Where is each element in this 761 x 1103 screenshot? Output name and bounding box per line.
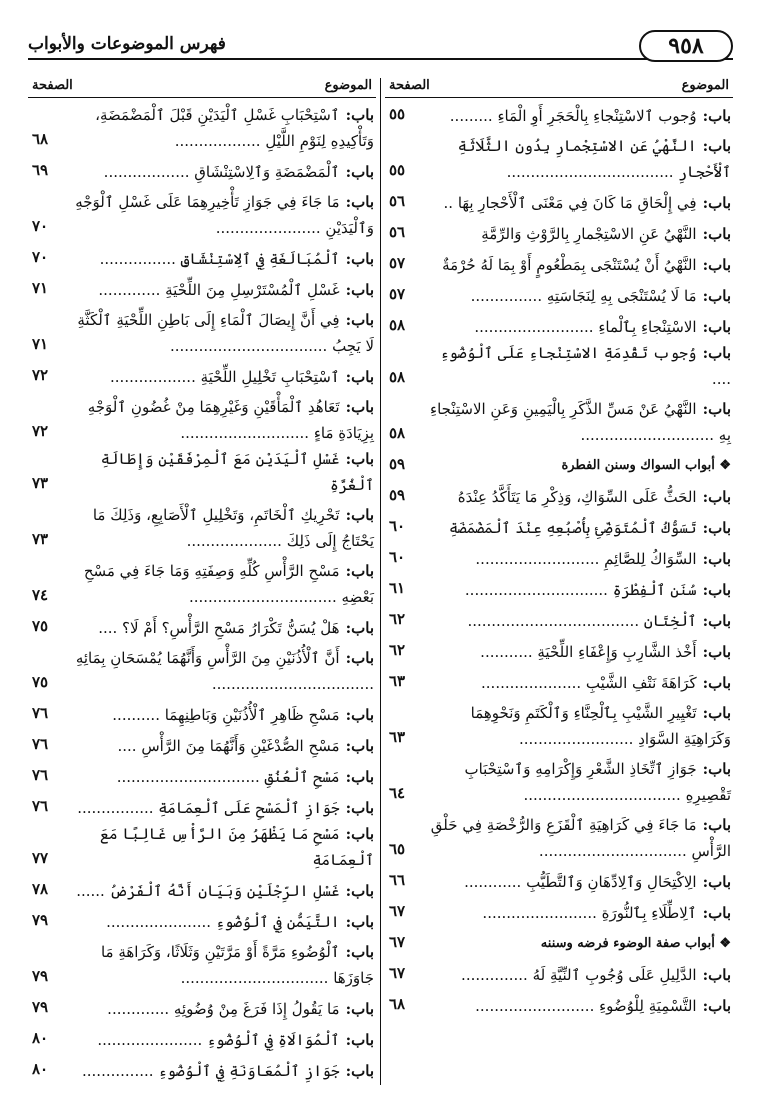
index-entry	[385, 665, 733, 696]
index-entry	[28, 185, 376, 241]
index-entry	[385, 957, 733, 988]
entry-prefix: باب:	[702, 643, 731, 661]
index-entry	[385, 216, 733, 247]
entry-title: النَّهْيُ عَنْ مَسِّ الذَّكَرِ بِالْيَمِينِ وَعَنِ الاسْتِنْجاءِ بِهِ ............................	[430, 400, 731, 444]
index-entry	[385, 479, 733, 510]
index-entry	[28, 728, 376, 759]
entry-topic	[72, 307, 376, 359]
index-entry	[385, 309, 733, 340]
entry-title: ❖ أبواب السواك وسنن الفطرة	[561, 458, 731, 473]
entry-page-number: ٧٦	[32, 704, 49, 722]
column-header	[385, 78, 733, 98]
entry-title: كَرَاهَةَ نَتْفِ الشَّيْبِ .....................	[481, 674, 697, 692]
index-entry	[28, 390, 376, 446]
entry-page-number: ٧٣	[32, 530, 49, 548]
entry-title: مَسْحِ ظَاهِرِ ٱلْأُذُنَيْنِ وَبَاطِنِهِمَا ..........	[112, 706, 340, 724]
entry-title: أَخْذ الشَّارِبِ وَإِعْفَاءِ اللِّحْيَةِ ...........	[480, 643, 697, 661]
entry-page-number: ٧٢	[32, 366, 49, 384]
index-entry	[28, 873, 376, 904]
entry-prefix: باب:	[345, 311, 374, 329]
entry-topic	[429, 900, 733, 926]
entry-prefix: باب:	[345, 882, 374, 900]
index-entry	[385, 808, 733, 864]
entry-topic	[429, 869, 733, 895]
entry-title: هَلْ يُسَنُّ تَكْرَارُ مَسْحِ الرَّأْسِ؟ أَمْ لَا؟ ....	[98, 619, 340, 637]
entry-page-number: ٧٨	[32, 880, 49, 898]
entry-topic	[72, 733, 376, 759]
entry-page-number: ٧٢	[32, 422, 49, 440]
entry-page-number: ٧٦	[32, 797, 49, 815]
entry-prefix: باب:	[345, 619, 374, 637]
entry-page-number: ٧٣	[32, 474, 49, 492]
entry-topic	[429, 103, 733, 129]
index-entry	[28, 154, 376, 185]
entry-prefix: باب:	[702, 581, 731, 599]
entry-prefix: باب:	[345, 368, 374, 386]
entry-page-number: ٦٨	[32, 130, 49, 148]
entry-prefix: باب:	[345, 193, 374, 211]
index-entry	[28, 697, 376, 728]
entry-prefix: باب:	[345, 737, 374, 755]
column-divider	[380, 78, 381, 1085]
index-entry	[385, 696, 733, 752]
entry-prefix: باب:	[702, 344, 731, 362]
entry-topic	[72, 502, 376, 554]
page-header	[28, 26, 733, 66]
entry-title: النَّهْيُ عَنِ الاسْتِجْمارِ بِدُونِ الثَّلَاثَةِ ٱلْأَحْجارِ ...................................	[457, 137, 731, 181]
index-entry	[385, 895, 733, 926]
entry-page-number: ٦٠	[389, 548, 406, 566]
index-entry	[28, 935, 376, 991]
entry-title: النَّهْيُ أَنْ يُسْتَنْجَى بِمَطْعُومٍ أَوْ بِمَا لَهُ حُرْمَةٌ	[442, 256, 697, 274]
entry-title: ❖ أبواب صفة الوضوء فرضه وسننه	[540, 936, 731, 951]
entry-prefix: باب:	[345, 562, 374, 580]
entry-topic	[72, 189, 376, 241]
entry-title: تَحْرِيكِ ٱلْخَاتَمِ، وَتَخْلِيلِ ٱلْأَصَابِعِ، وَذَلِكَ مَا يَحْتَاجُ إِلَى ذَلِكَ ....................	[92, 506, 374, 550]
entry-topic	[429, 962, 733, 988]
index-entry	[28, 272, 376, 303]
index-entry	[385, 572, 733, 603]
entry-title: فِي إِلْحَاقِ مَا كَانَ فِي مَعْنَى ٱلْأَحْجارِ بِهَا ..	[443, 194, 697, 212]
entry-title: جَوَازِ ٱتِّخَاذِ الشَّعْرِ وَإِكْرَامِهِ وَٱسْتِحْبَابِ تَقْصِيرِهِ .................................	[464, 760, 731, 804]
section-heading	[385, 926, 733, 957]
entry-prefix: باب:	[345, 943, 374, 961]
entry-title: مَا جَاءَ فِي جَوَازِ تَأْخِيرِهِمَا عَلَى غَسْلِ ٱلْوَجْهِ وَٱلْيَدَيْنِ ......................	[75, 193, 374, 237]
entry-topic	[429, 577, 733, 603]
entry-topic	[72, 702, 376, 728]
entry-page-number: ٧٩	[32, 998, 49, 1016]
index-column-left	[28, 78, 376, 1084]
index-entry	[385, 129, 733, 185]
entry-page-number: ٦٧	[389, 964, 406, 982]
index-entry	[28, 759, 376, 790]
index-entry	[28, 641, 376, 697]
entry-title: مَا يَقُولُ إِذَا فَرَغَ مِنْ وُضُوئِهِ .............	[107, 1000, 340, 1018]
entry-topic	[429, 639, 733, 665]
index-entry	[385, 247, 733, 278]
section-heading	[385, 448, 733, 479]
entry-page-number: ٥٧	[389, 254, 406, 272]
index-entry	[385, 185, 733, 216]
entry-page-number: ٨٠	[32, 1060, 49, 1078]
entry-prefix: باب:	[345, 450, 374, 468]
entry-prefix: باب:	[702, 904, 731, 922]
entry-topic	[429, 340, 733, 392]
entry-title: تَغْيِيرِ الشَّيْبِ بِٱلْحِنَّاءِ وَٱلْكَتَمِ وَنَحْوِهِمَا وَكَرَاهِيَةِ السَّوَادِ ........................	[470, 704, 731, 748]
index-entry	[28, 610, 376, 641]
entry-prefix: باب:	[702, 704, 731, 722]
entry-page-number: ٦٢	[389, 610, 406, 628]
page-column-label: الصفحة	[32, 78, 73, 93]
entry-title: ٱلْمُوَالَاةِ فِي ٱلْوُضُوءِ ......................	[97, 1031, 340, 1049]
entry-topic	[72, 102, 376, 154]
entry-page-number: ٧٩	[32, 967, 49, 985]
entry-prefix: باب:	[345, 649, 374, 667]
entry-title: فِي أَنَّ إِيصَالَ ٱلْمَاءِ إِلَى بَاطِنِ اللِّحْيَةِ ٱلْكَثَّةِ لَا يَجِبُ .................................	[77, 311, 374, 355]
entry-title: مَا جَاءَ فِي كَرَاهِيَةِ ٱلْقَزَعِ وَالرُّخْصَةِ فِي حَلْقِ الرَّأْسِ ...............................	[430, 816, 731, 860]
entry-title: وُجوب ٱلاسْتِنْجاءِ بِالْحَجَرِ أَوِ الْمَاءِ .........	[449, 107, 697, 125]
running-title: فهرس الموضوعات والأبواب	[28, 34, 226, 54]
entry-title: مَا لَا يُسْتَنْجَى بِهِ لِنَجَاسَتِهِ ...............	[470, 287, 697, 305]
entry-prefix: باب:	[702, 318, 731, 336]
entry-topic	[429, 812, 733, 864]
entry-topic	[429, 608, 733, 634]
entry-page-number: ٦٧	[389, 902, 406, 920]
index-entry	[28, 359, 376, 390]
entry-title: جَوَازِ ٱلْمَسْحِ عَلَى ٱلْعِمَامَةِ ................	[77, 799, 340, 817]
entry-prefix: باب:	[345, 706, 374, 724]
entry-prefix: باب:	[345, 106, 374, 124]
entry-topic	[429, 931, 733, 957]
entry-prefix: باب:	[345, 1062, 374, 1080]
entry-title: غَسْلِ الرِّجْلَيْنِ وَبَيَانِ أَنَّهُ ٱلْفَرْضُ ......	[76, 882, 340, 900]
entry-topic	[72, 277, 376, 303]
entry-topic	[429, 283, 733, 309]
index-entry	[28, 821, 376, 873]
entry-prefix: باب:	[345, 1031, 374, 1049]
entry-title: ٱسْتِحْبَابِ تَخْلِيلِ اللِّحْيَةِ ..................	[110, 368, 340, 386]
entry-page-number: ٧١	[32, 279, 49, 297]
header-rule	[28, 58, 733, 60]
entry-prefix: باب:	[702, 550, 731, 568]
index-entry	[28, 498, 376, 554]
entry-title: مَسْحِ الرَّأْسِ كُلِّهِ وَصِفَتِهِ وَمَا جَاءَ فِي مَسْحِ بَعْضِهِ ...............................	[83, 562, 374, 606]
index-entry	[385, 510, 733, 541]
entry-prefix: باب:	[702, 760, 731, 778]
entry-topic	[72, 558, 376, 610]
entry-prefix: باب:	[702, 194, 731, 212]
entry-topic	[429, 993, 733, 1019]
entry-topic	[72, 246, 376, 272]
entry-topic	[72, 615, 376, 641]
entry-title: النَّهْيُ عَنِ الاسْتِجْمارِ بِالرَّوْثِ وَالرِّمَّةِ	[481, 225, 697, 243]
index-entry	[385, 634, 733, 665]
entry-page-number: ٨٠	[32, 1029, 49, 1047]
entry-prefix: باب:	[702, 519, 731, 537]
index-entry	[28, 554, 376, 610]
entry-prefix: باب:	[702, 674, 731, 692]
index-entry	[385, 340, 733, 392]
entry-topic	[72, 878, 376, 904]
entry-prefix: باب:	[345, 250, 374, 268]
entry-title: مَسْحِ مَا يَظْهَرُ مِنَ الرَّأْسِ غَالِبًا مَعَ ٱلْعِمَامَةِ	[100, 825, 374, 869]
entry-topic	[72, 764, 376, 790]
index-column-right	[385, 78, 733, 1019]
index-entry	[385, 392, 733, 448]
entry-prefix: باب:	[702, 966, 731, 984]
entry-page-number: ٥٥	[389, 105, 406, 123]
index-entry	[28, 904, 376, 935]
entry-page-number: ٧٠	[32, 217, 49, 235]
index-entry	[385, 278, 733, 309]
entry-title: سُنَنِ ٱلْفِطْرَةِ ..............................	[464, 581, 697, 599]
entry-page-number: ٧٧	[32, 849, 49, 867]
entry-prefix: باب:	[702, 997, 731, 1015]
entry-page-number: ٦٦	[389, 871, 406, 889]
entry-prefix: باب:	[702, 256, 731, 274]
index-entry	[28, 303, 376, 359]
entry-topic	[429, 546, 733, 572]
entry-page-number: ٦٢	[389, 641, 406, 659]
entry-title: الاسْتِنْجاءِ بِٱلْماءِ .........................	[474, 318, 697, 336]
index-entry	[385, 988, 733, 1019]
entry-page-number: ٥٥	[389, 161, 406, 179]
entry-prefix: باب:	[345, 281, 374, 299]
entry-page-number: ٧٦	[32, 735, 49, 753]
entry-topic	[72, 394, 376, 446]
entry-title: ٱلْمُبَالَغَةِ فِي ٱلِاسْتِنْشَاقِ ................	[99, 250, 340, 268]
entry-prefix: باب:	[345, 799, 374, 817]
index-entry	[385, 98, 733, 129]
entry-topic	[72, 821, 376, 873]
entry-prefix: باب:	[702, 873, 731, 891]
entry-title: الحَثُّ عَلَى السِّوَاكِ، وَذِكْرِ مَا يَتَأَكَّدُ عِنْدَهُ	[457, 488, 697, 506]
entry-topic	[429, 252, 733, 278]
entry-prefix: باب:	[345, 768, 374, 786]
index-entry	[385, 864, 733, 895]
entry-topic	[72, 364, 376, 390]
entry-prefix: باب:	[702, 107, 731, 125]
entry-prefix: باب:	[345, 506, 374, 524]
entry-page-number: ٥٦	[389, 223, 406, 241]
index-entry	[385, 541, 733, 572]
entry-topic	[429, 756, 733, 808]
entry-title: ٱسْتِحْبَابِ غَسْلِ ٱلْيَدَيْنِ قَبْلَ ٱلْمَضْمَضَةِ، وَتَأْكِيدِهِ لِنَوْمِ اللَّيْلِ ..................	[95, 106, 374, 150]
entry-topic	[429, 453, 733, 479]
entry-topic	[72, 795, 376, 821]
entry-topic	[72, 939, 376, 991]
entry-title: التَّيَمُّنِ فِي ٱلْوُضُوءِ ......................	[106, 913, 340, 931]
entry-topic	[72, 1027, 376, 1053]
index-entry	[28, 1022, 376, 1053]
entry-prefix: باب:	[702, 225, 731, 243]
entry-topic	[429, 190, 733, 216]
entry-prefix: باب:	[345, 913, 374, 931]
entry-prefix: باب:	[345, 398, 374, 416]
entry-title: غَسْلِ ٱلْمُسْتَرْسِلِ مِنَ اللِّحْيَةِ .............	[98, 281, 340, 299]
entry-title: مَسْحِ الصُّدْغَيْنِ وَأَنَّهُمَا مِنَ الرَّأْسِ ....	[117, 737, 340, 755]
entry-page-number: ٦٤	[389, 784, 406, 802]
entry-page-number: ٦٥	[389, 840, 406, 858]
entry-prefix: باب:	[702, 488, 731, 506]
entry-title: الدَّلِيلِ عَلَى وُجُوبِ ٱلنِّيَّةِ لَهُ ..............	[461, 966, 697, 984]
index-entry	[385, 752, 733, 808]
entry-list	[385, 98, 733, 1019]
entry-prefix: باب:	[702, 400, 731, 418]
entry-list	[28, 98, 376, 1084]
entry-title: تَسَوُّكُ ٱلْمُتَوَضِّئِ بِأُصْبُعِهِ عِنْدَ ٱلْمَضْمَضَةِ	[449, 519, 697, 537]
entry-prefix: باب:	[702, 137, 731, 155]
entry-topic	[72, 645, 376, 697]
entry-prefix: باب:	[702, 816, 731, 834]
entry-page-number: ٥٩	[389, 486, 406, 504]
entry-page-number: ٧٦	[32, 766, 49, 784]
topic-column-label: الموضوع	[681, 78, 729, 93]
entry-title: غَسْلِ ٱلْيَدَيْنِ مَعَ ٱلْمِرْفَقَيْنِ وَإِطَالَةِ ٱلْغُرَّةِ	[100, 450, 374, 494]
index-entry	[28, 790, 376, 821]
entry-title: ٱلِاطِّلَاءِ بِٱلنُّورَةِ ........................	[482, 904, 697, 922]
entry-topic	[429, 396, 733, 448]
entry-page-number: ٦١	[389, 579, 406, 597]
entry-page-number: ٦٨	[389, 995, 406, 1013]
index-entry	[28, 1053, 376, 1084]
entry-title: وُجوب تَقْدِمَةِ الاسْتِنْجاءِ عَلَى ٱلْوُضُوءِ ....	[440, 344, 731, 388]
entry-page-number: ٥٨	[389, 424, 406, 442]
entry-title: أَنَّ ٱلْأُذُنَيْنِ مِنَ الرَّأْسِ وَأَنَّهُمَا يُمْسَحَانِ بِمَائِهِ ..................................	[75, 649, 374, 693]
index-entry	[28, 98, 376, 154]
index-entry	[28, 241, 376, 272]
entry-page-number: ٥٩	[389, 455, 406, 473]
entry-title: تَعَاهُدِ ٱلْمَأْقَيْنِ وَغَيْرِهِمَا مِنْ غُضُونِ ٱلْوَجْهِ بِزِيَادَةِ مَاءٍ ...........................	[87, 398, 374, 442]
entry-topic	[429, 221, 733, 247]
entry-title: مَسْحِ ٱلْعُنُقِ ..............................	[116, 768, 340, 786]
entry-topic	[72, 1058, 376, 1084]
entry-topic	[72, 996, 376, 1022]
page-column-label: الصفحة	[389, 78, 430, 93]
entry-page-number: ٧٥	[32, 617, 49, 635]
entry-page-number: ٥٦	[389, 192, 406, 210]
column-header	[28, 78, 376, 98]
entry-prefix: باب:	[345, 1000, 374, 1018]
entry-page-number: ٦٣	[389, 672, 406, 690]
index-entry	[385, 603, 733, 634]
index-entry	[28, 446, 376, 498]
entry-topic	[72, 159, 376, 185]
entry-page-number: ٧٤	[32, 586, 49, 604]
entry-page-number: ٥٨	[389, 316, 406, 334]
entry-title: جَوَازِ ٱلْمُعَاوَنَةِ فِي ٱلْوُضُوءِ ...............	[82, 1062, 340, 1080]
entry-page-number: ٧١	[32, 335, 49, 353]
entry-prefix: باب:	[702, 287, 731, 305]
entry-prefix: باب:	[345, 825, 374, 843]
topic-column-label: الموضوع	[324, 78, 372, 93]
entry-topic	[429, 700, 733, 752]
entry-topic	[429, 515, 733, 541]
entry-title: ٱلْخِتَانِ ....................................	[467, 612, 697, 630]
entry-topic	[429, 133, 733, 185]
entry-topic	[429, 314, 733, 340]
entry-page-number: ٧٩	[32, 911, 49, 929]
entry-page-number: ٦٣	[389, 728, 406, 746]
entry-title: التَّسْمِيَةِ لِلْوُضُوءِ .........................	[475, 997, 697, 1015]
entry-title: ٱلْوُضُوءِ مَرَّةً أَوْ مَرَّتَيْنِ وَثَلَاثًا، وَكَرَاهَةِ مَا جَاوَزَهَا ...............................	[100, 943, 374, 987]
entry-topic	[72, 446, 376, 498]
entry-prefix: باب:	[702, 612, 731, 630]
entry-title: ٱلْمَضْمَضَةِ وَٱلِاسْتِنْشَاقِ ..................	[103, 163, 340, 181]
entry-page-number: ٦٩	[32, 161, 49, 179]
entry-title: الِاكْتِحَالِ وَٱلِادِّهَانِ وَٱلتَّطَيُّبِ ............	[464, 873, 697, 891]
entry-page-number: ٧٠	[32, 248, 49, 266]
entry-topic	[429, 670, 733, 696]
entry-page-number: ٦٧	[389, 933, 406, 951]
entry-page-number: ٥٧	[389, 285, 406, 303]
entry-page-number: ٦٠	[389, 517, 406, 535]
entry-page-number: ٥٨	[389, 368, 406, 386]
entry-topic	[72, 909, 376, 935]
entry-prefix: باب:	[345, 163, 374, 181]
entry-page-number: ٧٥	[32, 673, 49, 691]
entry-title: السِّوَاكُ لِلصَّائِمِ ..........................	[475, 550, 697, 568]
index-entry	[28, 991, 376, 1022]
entry-topic	[429, 484, 733, 510]
page-number: ٩٥٨	[639, 30, 733, 62]
